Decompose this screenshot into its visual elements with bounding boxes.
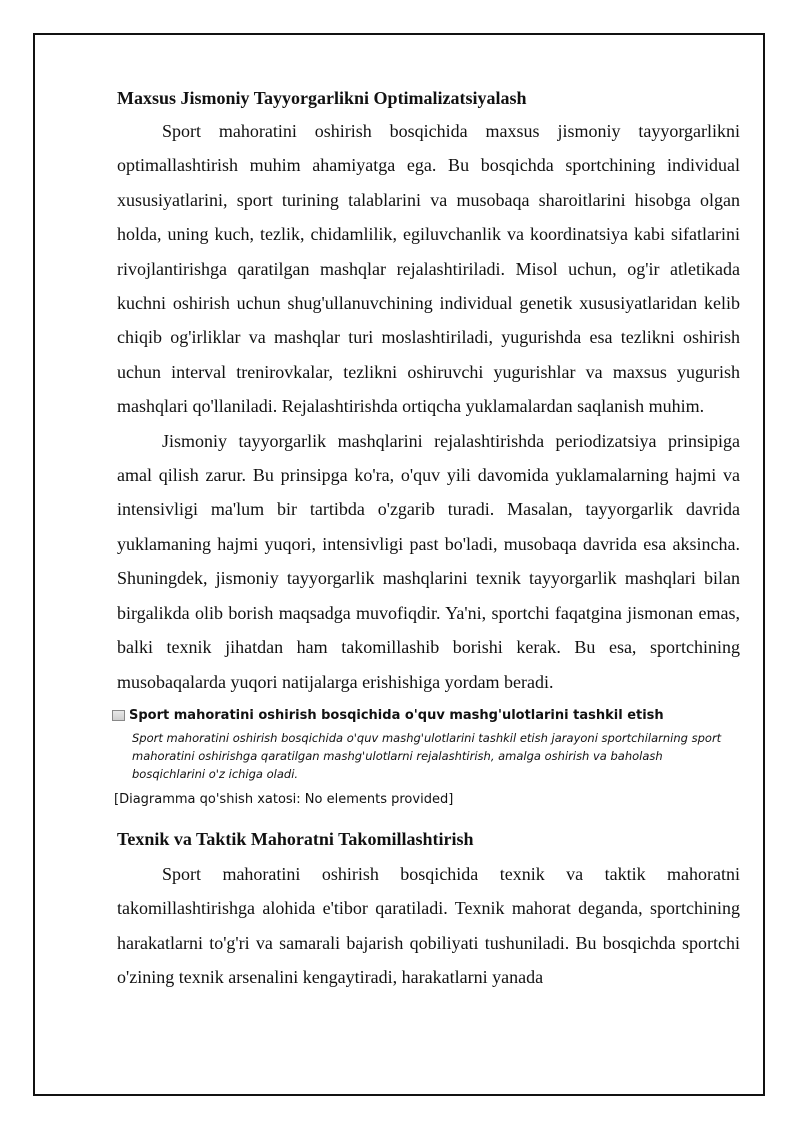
- paragraph-3: Sport mahoratini oshirish bosqichida texnik va taktik mahoratni takomillashtirishga alohida e'tibor qaratiladi. Texnik mahorat deganda, sportchining harakatlarni to'g'ri va samarali bajarish qobiliyati tushuniladi. Bu bosqichda sportchi o'zining texnik arsenalini kengaytiradi, harakatlarni yanada: [117, 863, 740, 988]
- paragraph-2: Jismoniy tayyorgarlik mashqlarini rejalashtirishda periodizatsiya prinsipiga amal qilish zarur. Bu prinsipga ko'ra, o'quv yili davomida yuklamalarning hajmi va intensivligi ma'lum bir tartibda o'zgarib turadi. Masalan, tayyorgarlik davrida yuklamaning hajmi yuqori, intensivligi past bo'ladi, musobaqa davrida esa aksincha. Shuningdek, jismoniy tayyorgarlik mashqlarini texnik tayyorgarlik mashqlari bilan birgalikda olib borish maqsadga muvofiqdir. Ya'ni, sportchi faqatgina jismonan emas, balki texnik jihatdan ham takomillashib borishi kerak. Bu esa, sportchining musobaqalarda yuqori natijalarga erishishiga yordam beradi.: [117, 430, 740, 692]
- paragraph-1: Sport mahoratini oshirish bosqichida maxsus jismoniy tayyorgarlikni optimallashtirish muhim ahamiyatga ega. Bu bosqichda sportchining individual xususiyatlarini, sport turining talablarini va musobaqa sharoitlarini hisobga olgan holda, uning kuch, tezlik, chidamlilik, egiluvchanlik va koordinatsiya kabi sifatlarini rivojlantirishga qaratilgan mashqlar rejalashtiriladi. Misol uchun, og'ir atletikada kuchni oshirish uchun shug'ullanuvchining individual genetik xususiyatlaridan kelib chiqib og'irliklar va mashqlar turi moslashtiriladi, yugurishda esa tezlikni oshirish uchun interval trenirovkalar, tezlikni oshiruvchi yugurishlar va maxsus yugurish mashqlari qo'llaniladi. Rejalashtirishda ortiqcha yuklamalardan saqlanish muhim.: [117, 121, 740, 417]
- figure-caption: Sport mahoratini oshirish bosqichida o'quv mashg'ulotlarini tashkil etish jarayoni sportchilarning sport mahoratini oshirishga qaratilgan mashg'ulotlarni rejalashtirish, amalga oshirish va baholash bosqichlarini o'z ichiga oladi.: [132, 730, 722, 781]
- figure-title-text: Sport mahoratini oshirish bosqichida o'quv mashg'ulotlarini tashkil etish: [129, 707, 664, 723]
- diagram-error-message: [Diagramma qo'shish xatosi: No elements provided]: [114, 791, 454, 807]
- image-placeholder-icon: [112, 710, 125, 721]
- section-heading-2: Texnik va Taktik Mahoratni Takomillashtirish: [117, 828, 474, 849]
- section-heading-1: Maxsus Jismoniy Tayyorgarlikni Optimalizatsiyalash: [117, 88, 527, 108]
- figure-title: [112, 708, 740, 723]
- document-content: [114, 84, 740, 995]
